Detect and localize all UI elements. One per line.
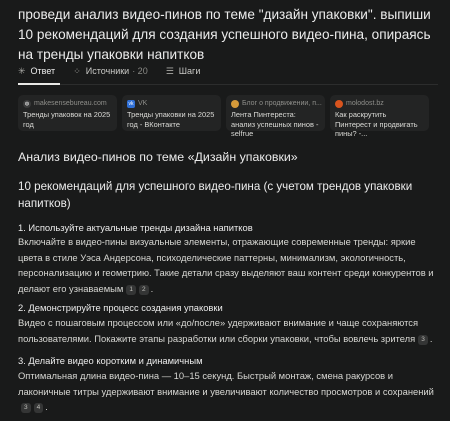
citation-badge[interactable]: 3 bbox=[21, 403, 31, 413]
sources-count: · 20 bbox=[132, 66, 148, 76]
item-3-text: Оптимальная длина видео-пина — 10–15 секунд. Быстрый монтаж, смена ракурсов и лаконичные титры удерживают внимание и увеличивают количество просмотров и сохранений3 4 . bbox=[18, 370, 434, 413]
tab-sources-label: Источники bbox=[85, 66, 130, 76]
tab-steps[interactable] bbox=[166, 66, 201, 77]
item-1-body: Включайте в видео-пины визуальные элементы, отражающие современные тренды: яркие цвета в стиле Уэса Андерсона, психоделические паттерны, минимализм, экологичность, персонализацию и геометрию. Такие детали сразу выделяют ваш контент среди конкурентов и делают его узнаваемым bbox=[18, 236, 434, 294]
answer-heading: Анализ видео-пинов по теме «Дизайн упаковки» bbox=[18, 150, 298, 164]
blog-icon bbox=[231, 100, 239, 108]
citation-badge[interactable]: 4 bbox=[34, 403, 44, 413]
item-2-title: 2. Демонстрируйте процесс создания упаковки bbox=[18, 302, 223, 313]
globe-icon: ◍ bbox=[24, 100, 30, 107]
source-card[interactable] bbox=[18, 95, 117, 131]
source-site: VK bbox=[138, 100, 148, 107]
source-site: molodost.bz bbox=[346, 100, 384, 107]
citation-badge[interactable]: 2 bbox=[139, 285, 149, 295]
steps-icon: ☰ bbox=[165, 65, 174, 76]
tab-steps-label: Шаги bbox=[178, 66, 201, 76]
citation-badge[interactable]: 3 bbox=[418, 335, 428, 345]
source-card[interactable] bbox=[122, 95, 221, 131]
answer-subheading: 10 рекомендаций для успешного видео-пина (с учетом трендов упаковки напитков) bbox=[18, 180, 413, 210]
sources-icon: ⁘ bbox=[73, 65, 81, 76]
source-card[interactable] bbox=[330, 95, 429, 138]
molodost-icon bbox=[335, 100, 343, 108]
source-title: Лента Пинтереста: анализ успешных пинов - selfrue bbox=[231, 110, 319, 138]
answer-tabs bbox=[18, 62, 438, 80]
source-title: Как раскрутить Пинтерест и продвигать пины? -... bbox=[335, 110, 418, 138]
source-card[interactable] bbox=[226, 95, 325, 138]
source-site: makesensebureau.com bbox=[34, 100, 107, 107]
item-2-text: Видео с пошаговым процессом или «до/после» удерживают внимание и чаще сохраняются пользователями. Покажите этапы разработки или сборки упаковки, чтобы вовлечь зрителя 3 . bbox=[18, 317, 433, 344]
item-3-body: Оптимальная длина видео-пина — 10–15 секунд. Быстрый монтаж, смена ракурсов и лаконичные титры удерживают внимание и увеличивают количество просмотров и сохранений bbox=[18, 370, 434, 397]
tab-sources[interactable] bbox=[73, 66, 148, 77]
item-1-title: 1. Используйте актуальные тренды дизайна напитков bbox=[18, 222, 253, 233]
source-title: Тренды упаковки на 2025 год - ВКонтакте bbox=[127, 110, 215, 129]
item-3-title: 3. Делайте видео коротким и динамичным bbox=[18, 355, 203, 366]
citation-badge[interactable]: 1 bbox=[126, 285, 136, 295]
item-2-body: Видео с пошаговым процессом или «до/после» удерживают внимание и чаще сохраняются пользователями. Покажите этапы разработки или сборки упаковки, чтобы вовлечь зрителя bbox=[18, 317, 419, 344]
tabs-divider bbox=[18, 84, 438, 85]
active-tab-indicator bbox=[18, 83, 60, 85]
tab-answer[interactable] bbox=[18, 66, 55, 77]
answer-icon: ✳ bbox=[18, 65, 26, 76]
item-1-text: Включайте в видео-пины визуальные элементы, отражающие современные тренды: яркие цвета в стиле Уэса Андерсона, психоделические паттерны, минимализм, экологичность, персонализацию и геометрию. Такие детали сразу выделяют ваш контент среди конкурентов и делают его узнаваемым 1 2 . bbox=[18, 236, 434, 294]
vk-icon: vk bbox=[128, 100, 134, 107]
source-cards bbox=[18, 95, 438, 138]
source-site: Блог о продвижении, п... bbox=[242, 100, 322, 107]
user-question: проведи анализ видео-пинов по теме "дизайн упаковки". выпиши 10 рекомендаций для создания успешного видео-пина, опираясь на тренды упаковки напитков bbox=[18, 7, 431, 62]
tab-answer-label: Ответ bbox=[30, 66, 56, 76]
source-title: Тренды упаковок на 2025 год bbox=[23, 110, 111, 129]
